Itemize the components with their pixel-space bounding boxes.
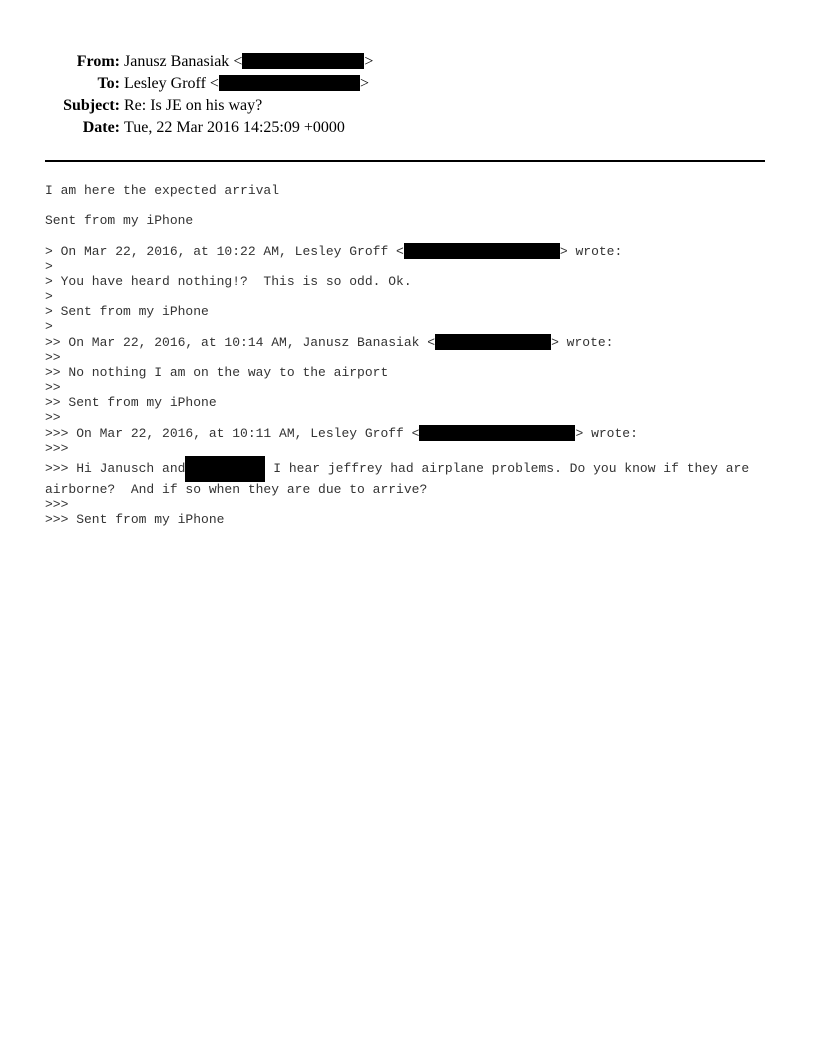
quote-line: > [45, 289, 53, 304]
redacted-email [435, 334, 551, 350]
quote-line: airborne? And if so when they are due to arrive? [45, 482, 428, 497]
header-divider [45, 160, 765, 162]
quote-attribution-text: > On Mar 22, 2016, at 10:22 AM, Lesley Groff < [45, 244, 404, 259]
quote-line: >>> [45, 441, 69, 456]
to-name: Lesley Groff [124, 75, 206, 92]
redacted-name [185, 456, 265, 482]
quote-text: I hear jeffrey had airplane problems. Do you know if they are [265, 461, 750, 476]
quote-line: >>> [45, 497, 69, 512]
from-value: Janusz Banasiak < > [124, 53, 374, 70]
redacted-email [242, 53, 364, 69]
subject-row [0, 97, 816, 119]
from-name: Janusz Banasiak [124, 53, 230, 70]
date-value: Tue, 22 Mar 2016 14:25:09 +0000 [124, 119, 345, 136]
redacted-email [404, 243, 560, 259]
signature-line: Sent from my iPhone [45, 213, 194, 228]
quote-line: >> [45, 410, 61, 425]
from-row [0, 53, 816, 75]
quote-line: >> No nothing I am on the way to the airport [45, 365, 389, 380]
quote-line: > [45, 259, 53, 274]
quote-line: > [45, 319, 53, 334]
from-label: From: [76, 53, 120, 70]
date-label: Date: [82, 119, 120, 136]
to-row [0, 75, 816, 97]
redacted-email [419, 425, 575, 441]
quote-line: > You have heard nothing!? This is so odd. Ok. [45, 274, 412, 289]
quote-attribution [45, 425, 771, 441]
quote-line: >>> Sent from my iPhone [45, 512, 225, 527]
quote-line: > Sent from my iPhone [45, 304, 209, 319]
body-line: I am here the expected arrival [45, 183, 280, 198]
blank-line [45, 228, 771, 243]
quote-attribution-suffix: > wrote: [559, 244, 623, 259]
redacted-email [219, 75, 360, 91]
quote-line: >> [45, 350, 61, 365]
quote-attribution-text: >> On Mar 22, 2016, at 10:14 AM, Janusz Banasiak < [45, 335, 436, 350]
quote-attribution [45, 243, 771, 259]
email-body [45, 183, 771, 527]
subject-label: Subject: [63, 97, 120, 114]
subject-value: Re: Is JE on his way? [124, 97, 263, 114]
quote-line [45, 456, 771, 482]
email-header [0, 53, 816, 141]
to-label: To: [97, 75, 120, 92]
date-row [0, 119, 816, 141]
quote-attribution [45, 334, 771, 350]
quote-attribution-text: >>> On Mar 22, 2016, at 10:11 AM, Lesley Groff < [45, 426, 420, 441]
to-value: Lesley Groff < > [124, 75, 369, 92]
quote-line: >> [45, 380, 61, 395]
quote-text: >>> Hi Janusch and [45, 461, 186, 476]
blank-line [45, 198, 771, 213]
quote-line: >> Sent from my iPhone [45, 395, 217, 410]
quote-attribution-suffix: > wrote: [575, 426, 638, 441]
quote-attribution-suffix: > wrote: [551, 335, 614, 350]
